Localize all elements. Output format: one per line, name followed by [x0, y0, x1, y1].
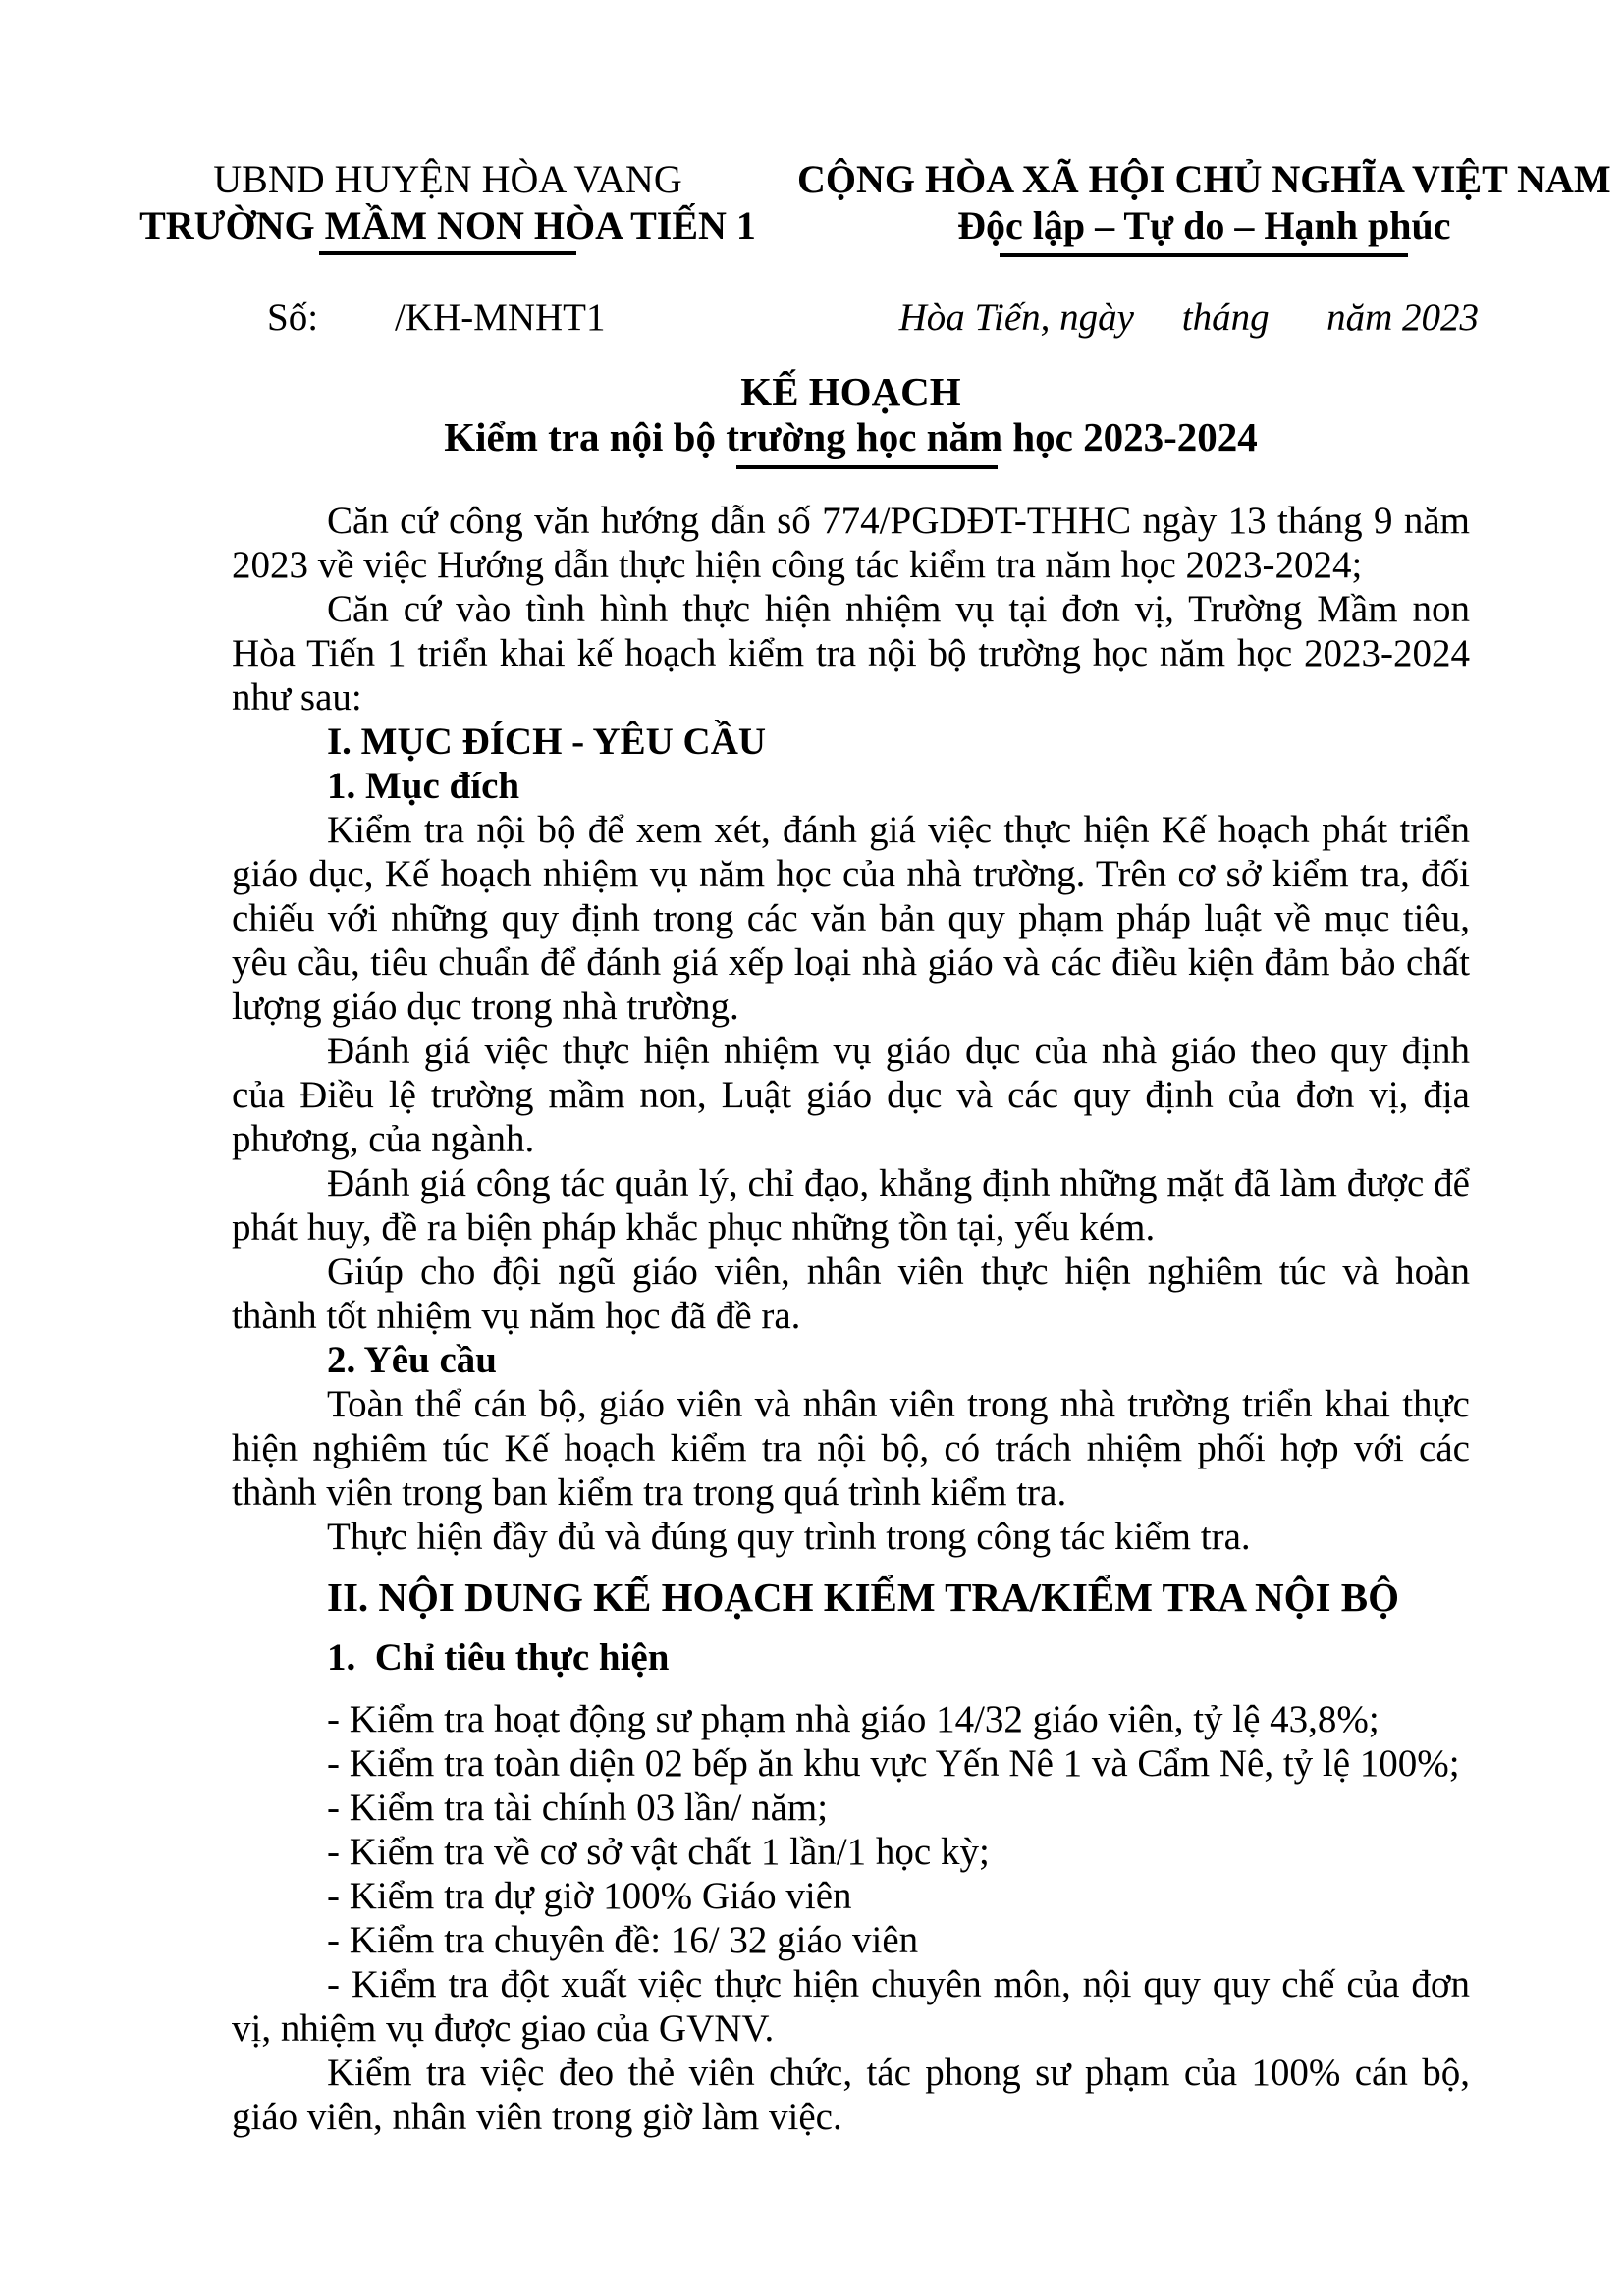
document-header: [0, 157, 1624, 257]
document-title: [232, 369, 1470, 469]
org-name: TRƯỜNG MẦM NON HÒA TIẾN 1: [139, 203, 756, 247]
paragraph-can-cu-2: Căn cứ vào tình hình thực hiện nhiệm vụ tại đơn vị, Trường Mầm non Hòa Tiến 1 triển khai kế hoạch kiểm tra nội bộ trường học năm học 2023-2024 như sau:: [232, 588, 1470, 719]
list-item: - Kiểm tra chuyên đề: 16/ 32 giáo viên: [327, 1919, 919, 1961]
paragraph-muc-dich-4: Giúp cho đội ngũ giáo viên, nhân viên thực hiện nghiêm túc và hoàn thành tốt nhiệm vụ năm học đã đề ra.: [232, 1251, 1470, 1337]
subheading-yeu-cau: 2. Yêu cầu: [327, 1339, 497, 1381]
org-parent-name: UBND HUYỆN HÒA VANG: [213, 157, 682, 201]
paragraph-deo-the: Kiểm tra việc đeo thẻ viên chức, tác phong sư phạm của 100% cán bộ, giáo viên, nhân viên trong giờ làm việc.: [232, 2052, 1470, 2138]
list-item: - Kiểm tra dự giờ 100% Giáo viên: [327, 1875, 852, 1917]
national-title: CỘNG HÒA XÃ HỘI CHỦ NGHĨA VIỆT NAM: [797, 157, 1611, 201]
motto-rule: [1000, 253, 1408, 257]
document-body: [232, 499, 1470, 2139]
org-name-rule: [319, 251, 576, 255]
section-heading-noi-dung: II. NỘI DUNG KẾ HOẠCH KIỂM TRA/KIỂM TRA NỘI BỘ: [327, 1575, 1399, 1620]
title-kind: KẾ HOẠCH: [740, 369, 961, 414]
document-number: Số: /KH-MNHT1: [267, 296, 606, 339]
national-motto: Độc lập – Tự do – Hạnh phúc: [957, 203, 1451, 247]
subheading-muc-dich: 1. Mục đích: [327, 765, 520, 807]
header-national: [797, 157, 1611, 257]
subheading-chi-tieu: 1. Chỉ tiêu thực hiện: [327, 1636, 670, 1679]
title-rule: [736, 465, 998, 469]
document-meta-row: [0, 294, 1624, 342]
paragraph-yeu-cau-2: Thực hiện đầy đủ và đúng quy trình trong công tác kiểm tra.: [327, 1516, 1251, 1558]
paragraph-can-cu-1: Căn cứ công văn hướng dẫn số 774/PGDĐT-THHC ngày 13 tháng 9 năm 2023 về việc Hướng dẫn thực hiện công tác kiểm tra năm học 2023-2024;: [232, 500, 1470, 586]
title-subject: Kiểm tra nội bộ trường học năm học 2023-2024: [444, 414, 1258, 459]
list-item: - Kiểm tra hoạt động sư phạm nhà giáo 14/32 giáo viên, tỷ lệ 43,8%;: [327, 1698, 1380, 1740]
paragraph-muc-dich-3: Đánh giá công tác quản lý, chỉ đạo, khẳng định những mặt đã làm được để phát huy, đề ra biện pháp khắc phục những tồn tại, yếu kém.: [232, 1162, 1470, 1249]
list-item: - Kiểm tra đột xuất việc thực hiện chuyên môn, nội quy quy chế của đơn vị, nhiệm vụ được giao của GVNV.: [232, 1963, 1470, 2050]
list-item: - Kiểm tra toàn diện 02 bếp ăn khu vực Yến Nê 1 và Cẩm Nê, tỷ lệ 100%;: [327, 1742, 1460, 1785]
header-issuing-org: [98, 157, 797, 257]
section-heading-muc-dich-yeu-cau: I. MỤC ĐÍCH - YÊU CẦU: [327, 721, 767, 763]
paragraph-muc-dich-2: Đánh giá việc thực hiện nhiệm vụ giáo dục của nhà giáo theo quy định của Điều lệ trường mầm non, Luật giáo dục và các quy định của đơn vị, địa phương, của ngành.: [232, 1030, 1470, 1160]
paragraph-yeu-cau-1: Toàn thể cán bộ, giáo viên và nhân viên trong nhà trường triển khai thực hiện nghiêm túc Kế hoạch kiểm tra nội bộ, có trách nhiệm phối hợp với các thành viên trong ban kiểm tra trong quá trình kiểm tra.: [232, 1383, 1470, 1514]
place-and-date: Hòa Tiến, ngày tháng năm 2023: [898, 296, 1479, 339]
list-item: - Kiểm tra tài chính 03 lần/ năm;: [327, 1787, 829, 1829]
list-item: - Kiểm tra về cơ sở vật chất 1 lần/1 học kỳ;: [327, 1831, 990, 1873]
paragraph-muc-dich-1: Kiểm tra nội bộ để xem xét, đánh giá việc thực hiện Kế hoạch phát triển giáo dục, Kế hoạch nhiệm vụ năm học của nhà trường. Trên cơ sở kiểm tra, đối chiếu với những quy định trong các văn bản quy phạm pháp luật về mục tiêu, yêu cầu, tiêu chuẩn để đánh giá xếp loại nhà giáo và các điều kiện đảm bảo chất lượng giáo dục trong nhà trường.: [232, 809, 1470, 1028]
